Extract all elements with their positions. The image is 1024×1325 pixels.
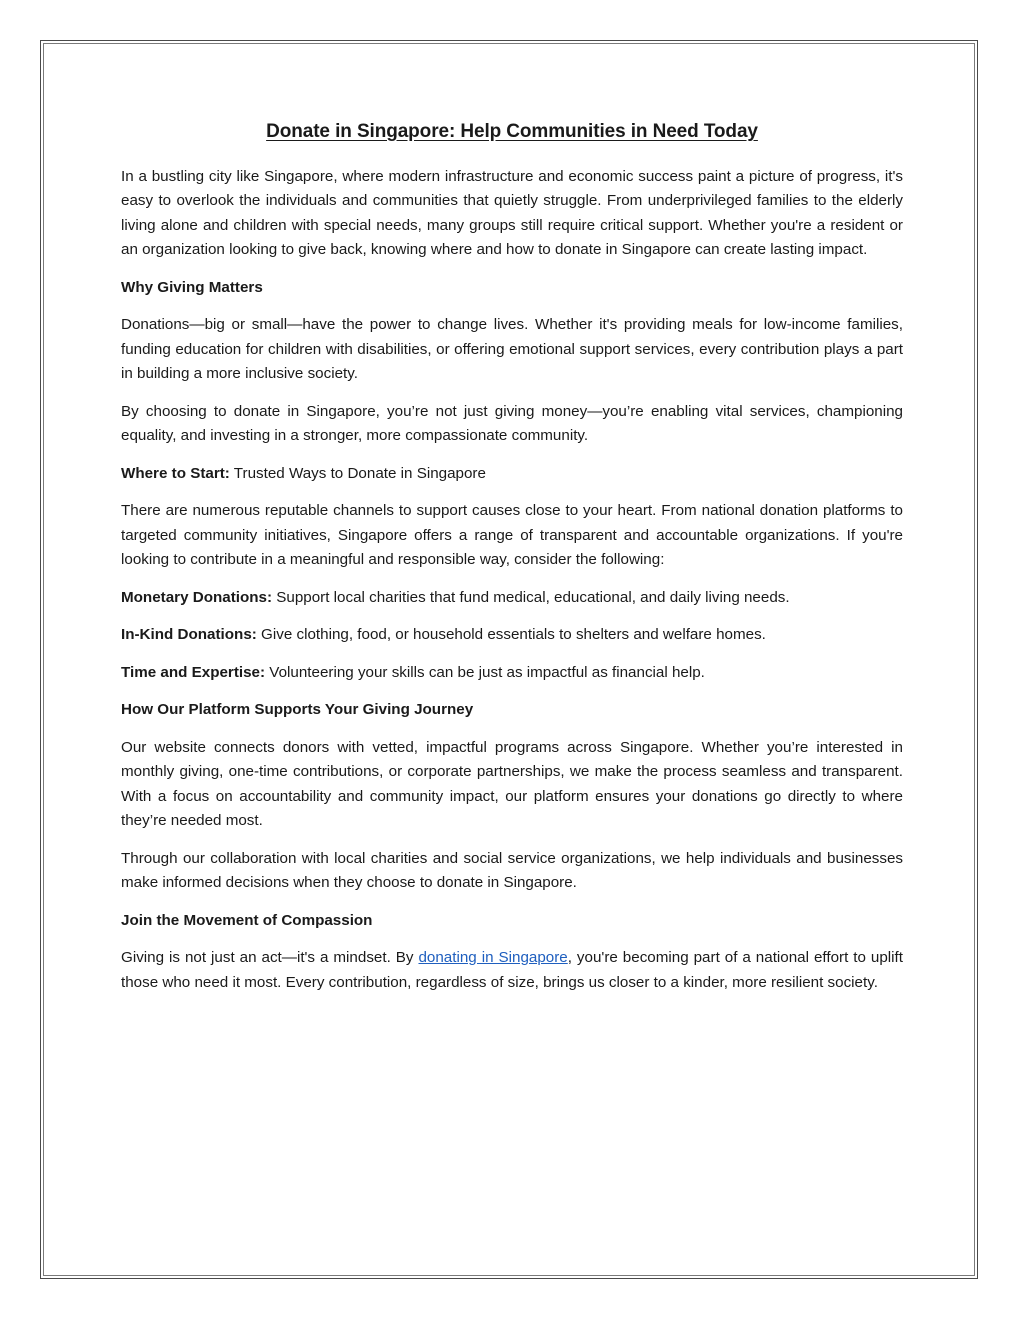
list-item-monetary bbox=[121, 586, 903, 611]
join-paragraph bbox=[121, 946, 903, 995]
where-text: Trusted Ways to Donate in Singapore bbox=[229, 464, 486, 482]
platform-paragraph-1: Our website connects donors with vetted, impactful programs across Singapore. Whether you’re interested in monthly giving, one-time contributions, or corporate partnerships, we make the process seamless and transparent. With a focus on accountability and community impact, our platform ensures your donations go directly to where they’re needed most. bbox=[121, 738, 903, 830]
list-item-text: Volunteering your skills can be just as impactful as financial help. bbox=[265, 663, 705, 681]
list-item-text: Give clothing, food, or household essentials to shelters and welfare homes. bbox=[256, 626, 766, 644]
document-title: Donate in Singapore: Help Communities in Need Today bbox=[266, 121, 758, 142]
list-item-label: Time and Expertise: bbox=[121, 663, 266, 681]
why-paragraph-2: By choosing to donate in Singapore, you’re not just giving money—you’re enabling vital services, championing equality, and investing in a stronger, more compassionate community. bbox=[121, 402, 903, 445]
where-label: Where to Start: bbox=[121, 464, 230, 482]
list-item-in-kind bbox=[121, 623, 903, 648]
donating-in-singapore-link[interactable]: donating in Singapore bbox=[418, 949, 568, 967]
list-item-time-expertise bbox=[121, 661, 903, 686]
join-text-before: Giving is not just an act—it's a mindset. By bbox=[121, 949, 419, 967]
why-paragraph-1: Donations—big or small—have the power to change lives. Whether it's providing meals for low-income families, funding education for children with disabilities, or offering emotional support services, every contribution plays a part in building a more inclusive society. bbox=[121, 316, 903, 383]
section-heading-platform: How Our Platform Supports Your Giving Journey bbox=[121, 701, 474, 719]
section-heading-where-to-start bbox=[121, 462, 903, 487]
list-item-label: In-Kind Donations: bbox=[121, 626, 257, 644]
section-heading-join: Join the Movement of Compassion bbox=[121, 911, 373, 929]
list-item-label: Monetary Donations: bbox=[121, 588, 273, 606]
where-paragraph: There are numerous reputable channels to support causes close to your heart. From national donation platforms to targeted community initiatives, Singapore offers a range of transparent and accountable organizations. If you're looking to contribute in a meaningful and responsible way, consider the following: bbox=[121, 502, 903, 569]
platform-paragraph-2: Through our collaboration with local charities and social service organizations, we help individuals and businesses make informed decisions when they choose to donate in Singapore. bbox=[121, 849, 903, 892]
intro-paragraph: In a bustling city like Singapore, where modern infrastructure and economic success paint a picture of progress, it's easy to overlook the individuals and communities that quietly struggle. From underprivileged families to the elderly living alone and children with special needs, many groups still require critical support. Whether you're a resident or an organization looking to give back, knowing where and how to donate in Singapore can create lasting impact. bbox=[121, 167, 903, 259]
list-item-text: Support local charities that fund medical, educational, and daily living needs. bbox=[272, 588, 790, 606]
section-heading-why-giving: Why Giving Matters bbox=[121, 278, 263, 296]
document-body bbox=[121, 120, 903, 1008]
join-text-after: , you're becoming part of a national effort to uplift those who need it most. Every contribution, regardless of size, brings us closer to a kinder, more resilient society. bbox=[121, 949, 903, 991]
